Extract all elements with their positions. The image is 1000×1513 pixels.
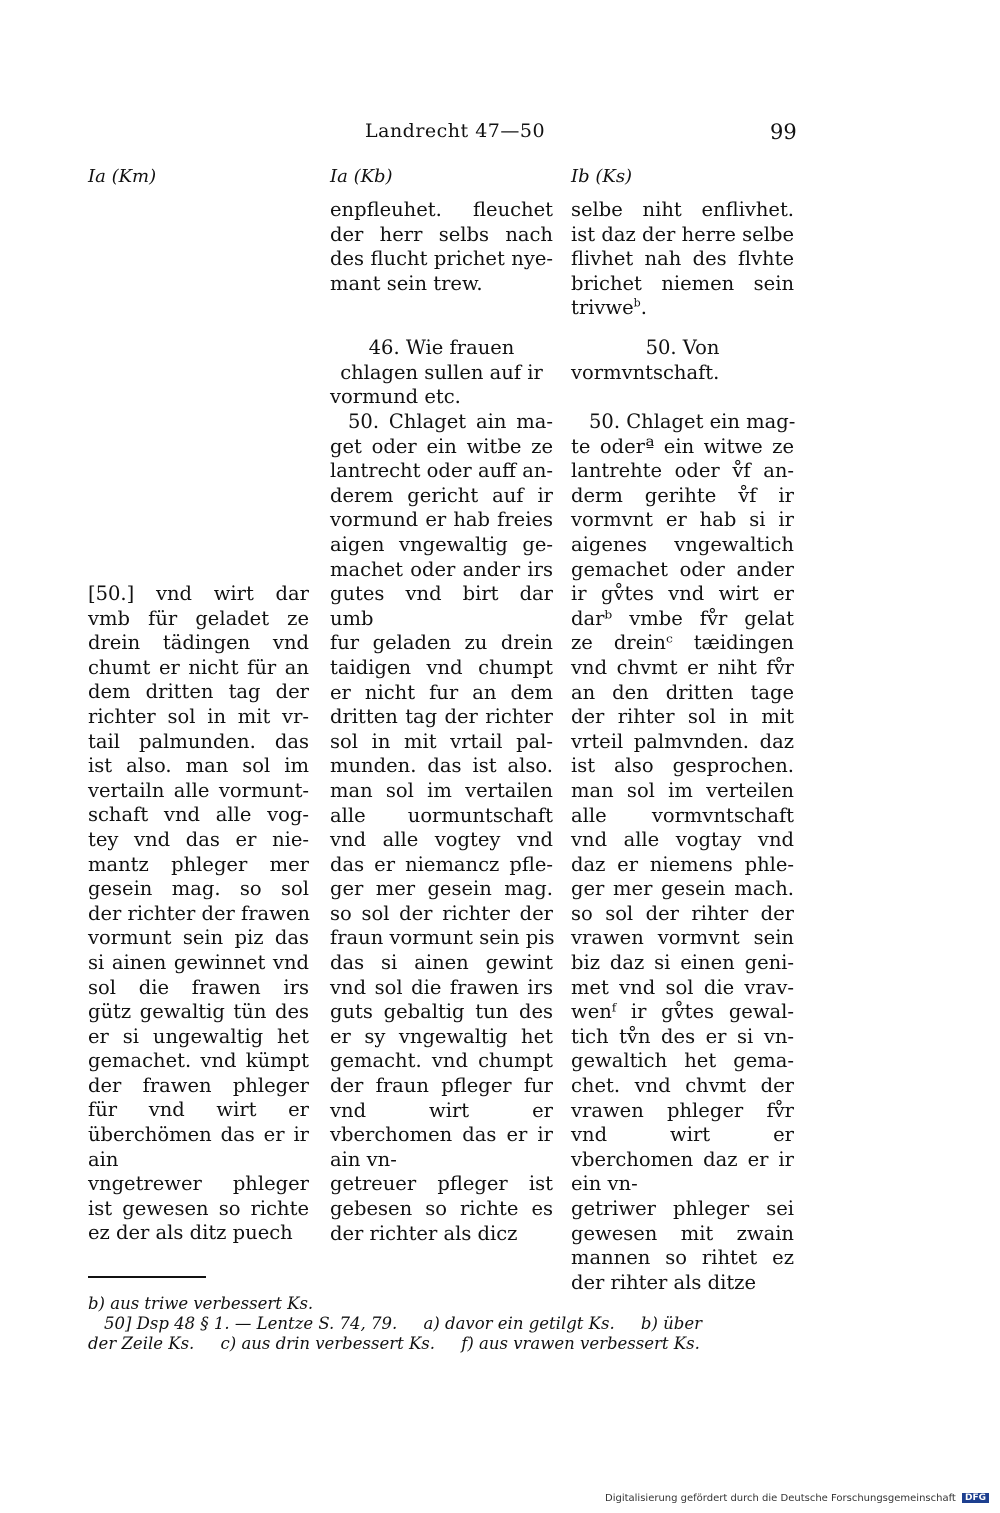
text-line: derm gerihte v̊f ir bbox=[571, 483, 794, 507]
text-line: so sol der richter der bbox=[330, 901, 553, 925]
running-header: Landrecht 47—50 bbox=[365, 120, 546, 142]
text-line: gewesen mit zwain bbox=[571, 1221, 794, 1245]
text-line: chlagen sullen auf ir bbox=[340, 360, 543, 384]
text-line: ger mer gesein mach. bbox=[571, 877, 794, 901]
text-line: ist gewesen so richte bbox=[88, 1196, 309, 1220]
text-line: dem dritten tag der bbox=[88, 680, 309, 704]
text-line: dritten tag der richter bbox=[330, 705, 553, 729]
text-line: der frawen phleger bbox=[88, 1073, 309, 1097]
text-line: ze dreinᶜ tæidingen bbox=[571, 631, 794, 655]
text-line: si ainen gewinnet vnd bbox=[88, 950, 309, 974]
footnote-line-2: 50] Dsp 48 § 1. — Lentze S. 74, 79. a) davor ein getilgt Ks. b) über bbox=[104, 1314, 703, 1333]
digitization-credit bbox=[605, 1493, 989, 1504]
text-line: biz daz si einen geni- bbox=[571, 951, 794, 975]
text-line: 46. Wie frauen bbox=[368, 336, 515, 359]
text-line: der richter der frawen bbox=[88, 901, 310, 925]
column-kb-body bbox=[330, 410, 553, 1246]
text-line: so sol der rihter der bbox=[571, 901, 794, 925]
text-line: get oder ein witbe ze bbox=[330, 434, 553, 458]
text-line: wenᶠ ir gv̊tes gewal- bbox=[571, 1000, 794, 1024]
text-line: gebesen so richte es bbox=[330, 1197, 553, 1220]
text-line: lantrecht oder auff an- bbox=[330, 459, 553, 483]
text-line: gutes vnd birt dar umb bbox=[330, 582, 553, 630]
text-line: vnd alle vogtey vnd bbox=[330, 828, 553, 852]
text-line: gewaltich het gema- bbox=[571, 1049, 794, 1073]
footnote-marker: b bbox=[633, 296, 641, 310]
column-km-text bbox=[88, 582, 309, 1246]
text-line: 50. Chlaget ein mag- bbox=[589, 410, 796, 433]
footnote-line-3: der Zeile Ks. c) aus drin verbessert Ks. f) aus vrawen verbessert Ks. bbox=[88, 1334, 700, 1353]
text-line: taidigen vnd chumpt bbox=[330, 655, 553, 679]
text-line: ez der als ditz puech bbox=[88, 1221, 293, 1245]
text-line: der rihter als ditze bbox=[571, 1270, 756, 1294]
text-line: vrteil palmvnden. daz bbox=[571, 729, 794, 753]
column-ks-top-text bbox=[571, 198, 794, 321]
text-line: gemachet oder ander bbox=[571, 557, 794, 581]
text-line: te oderª ein witwe ze bbox=[571, 434, 794, 458]
text-line: man sol im verteilen bbox=[571, 778, 794, 802]
text-line: er sy vngewaltig het bbox=[330, 1024, 553, 1048]
text-line: richter sol in mit vr- bbox=[88, 704, 309, 728]
text-line: lantrehte oder v̊f an- bbox=[571, 459, 794, 483]
text-line: daz er niemens phle- bbox=[571, 852, 794, 876]
text-line: tey vnd das er nie- bbox=[88, 827, 309, 851]
text-line: alle uormuntschaft bbox=[330, 803, 553, 827]
text-line: munden. das ist also. bbox=[330, 754, 553, 778]
text-line: mannen so rihtet ez bbox=[571, 1246, 794, 1270]
text-line: ist daz der herre selbe bbox=[571, 222, 794, 246]
column-label-ks: Ib (Ks) bbox=[571, 166, 633, 187]
text-line: brichet niemen sein bbox=[571, 271, 794, 295]
text-line: mant sein trew. bbox=[330, 271, 483, 295]
text-line: getreuer pfleger ist bbox=[330, 1172, 553, 1196]
text-line: sol die frawen irs bbox=[88, 975, 309, 999]
text-line: der richter als dicz bbox=[330, 1221, 518, 1245]
text-line: alle vormvntschaft bbox=[571, 803, 794, 827]
text-line: machet oder ander irs bbox=[330, 557, 553, 581]
footnote-rule bbox=[88, 1276, 206, 1278]
text-line: vnd chvmt er niht fv̊r bbox=[571, 655, 794, 679]
text-line: vrawen phleger fv̊r bbox=[571, 1098, 794, 1122]
text-line: darᵇ vmbe fv̊r gelat bbox=[571, 606, 794, 630]
text-line: vnd sol die frawen irs bbox=[330, 975, 553, 999]
column-ks-body bbox=[571, 410, 794, 1295]
column-label-kb: Ia (Kb) bbox=[330, 166, 393, 187]
dfg-logo: DFG bbox=[962, 1493, 989, 1503]
footnote-line-1: b) aus triwe verbessert Ks. bbox=[88, 1294, 314, 1313]
text-line: 50. Chlaget ain ma- bbox=[348, 410, 553, 433]
text-line: mantz phleger mer bbox=[88, 852, 309, 876]
text-line: trivwe$^b$. bbox=[571, 296, 647, 320]
text-line: vnd alle vogtay vnd bbox=[571, 828, 794, 852]
text-line: ist also gesprochen. bbox=[571, 754, 794, 778]
text-line: ir gv̊tes vnd wirt er bbox=[571, 582, 794, 606]
text-line: enpfleuhet. fleuchet bbox=[330, 198, 553, 221]
text-line: guts gebaltig tun des bbox=[330, 1000, 553, 1024]
text-line: 50. Von bbox=[645, 336, 720, 359]
text-line: chet. vnd chvmt der bbox=[571, 1074, 794, 1098]
text-line: der rihter sol in mit bbox=[571, 705, 794, 729]
text-line: das er niemancz pfle- bbox=[330, 852, 553, 876]
text-line: er si ungewaltig het bbox=[88, 1024, 309, 1048]
text-line: vmb für geladet ze bbox=[88, 606, 309, 630]
column-label-km: Ia (Km) bbox=[88, 166, 157, 187]
text-line: met vnd sol die vrav- bbox=[571, 975, 794, 999]
text-line: gütz gewaltig tün des bbox=[88, 1000, 309, 1024]
text-line: er nicht fur an dem bbox=[330, 680, 553, 704]
text-line: vormunt sein piz das bbox=[88, 926, 309, 950]
text-line: der fraun pfleger fur bbox=[330, 1074, 553, 1098]
text-line: gesein mag. so sol bbox=[88, 877, 309, 901]
text-line: derem gericht auf ir bbox=[330, 483, 553, 507]
text-line: vormund er hab freies bbox=[330, 508, 553, 532]
text-line: das si ainen gewint bbox=[330, 951, 553, 975]
text-line: tail palmunden. das bbox=[88, 729, 309, 753]
text-line: gemachet. vnd kümpt bbox=[88, 1049, 309, 1073]
text-line: vertailn alle vormunt- bbox=[88, 778, 309, 802]
text-line: an den dritten tage bbox=[571, 680, 794, 704]
text-line: vormund etc. bbox=[330, 385, 461, 409]
digitization-credit-text: Digitalisierung gefördert durch die Deutsche Forschungsgemeinschaft bbox=[605, 1493, 956, 1504]
text-line: vnd wirt er vberchomen das er ir ain vn- bbox=[330, 1098, 553, 1171]
text-line: chumt er nicht für an bbox=[88, 655, 309, 679]
text-line: vrawen vormvnt sein bbox=[571, 926, 794, 950]
text-line: schaft vnd alle vog- bbox=[88, 803, 309, 827]
text-line: drein tädingen vnd bbox=[88, 631, 309, 655]
text-line: selbe niht enflivhet. bbox=[571, 198, 794, 221]
text-line: gemacht. vnd chumpt bbox=[330, 1049, 553, 1073]
text-line: [50.] vnd wirt dar bbox=[88, 582, 309, 605]
text-line: ger mer gesein mag. bbox=[330, 877, 553, 901]
column-kb-heading bbox=[330, 336, 553, 410]
text-line: tich tv̊n des er si vn- bbox=[571, 1024, 794, 1048]
text-line: vormvnt er hab si ir bbox=[571, 508, 794, 532]
text-line: sol in mit vrtail pal- bbox=[330, 729, 553, 753]
text-line: des flucht prichet nye- bbox=[330, 247, 553, 271]
text-line: für vnd wirt er überchömen das er ir ain bbox=[88, 1098, 309, 1171]
text-line: der herr selbs nach bbox=[330, 222, 553, 246]
text-line: vormvntschaft. bbox=[571, 360, 720, 384]
column-kb-top-text bbox=[330, 198, 553, 296]
text-line: man sol im vertailen bbox=[330, 778, 553, 802]
text-line: fur geladen zu drein bbox=[330, 631, 553, 655]
column-ks-heading bbox=[571, 336, 794, 385]
text-line: aigen vngewaltig ge- bbox=[330, 532, 553, 556]
text-line: aigenes vngewaltich bbox=[571, 532, 794, 556]
text-line: ist also. man sol im bbox=[88, 754, 309, 778]
page-number: 99 bbox=[770, 120, 797, 144]
text-line: fraun vormunt sein pis bbox=[330, 926, 555, 950]
text-line: vnd wirt er vberchomen daz er ir ein vn- bbox=[571, 1123, 794, 1196]
text-line: getriwer phleger sei bbox=[571, 1197, 794, 1220]
text-line: vngetrewer phleger bbox=[88, 1172, 309, 1196]
text-line: flivhet nah des flvhte bbox=[571, 247, 794, 271]
